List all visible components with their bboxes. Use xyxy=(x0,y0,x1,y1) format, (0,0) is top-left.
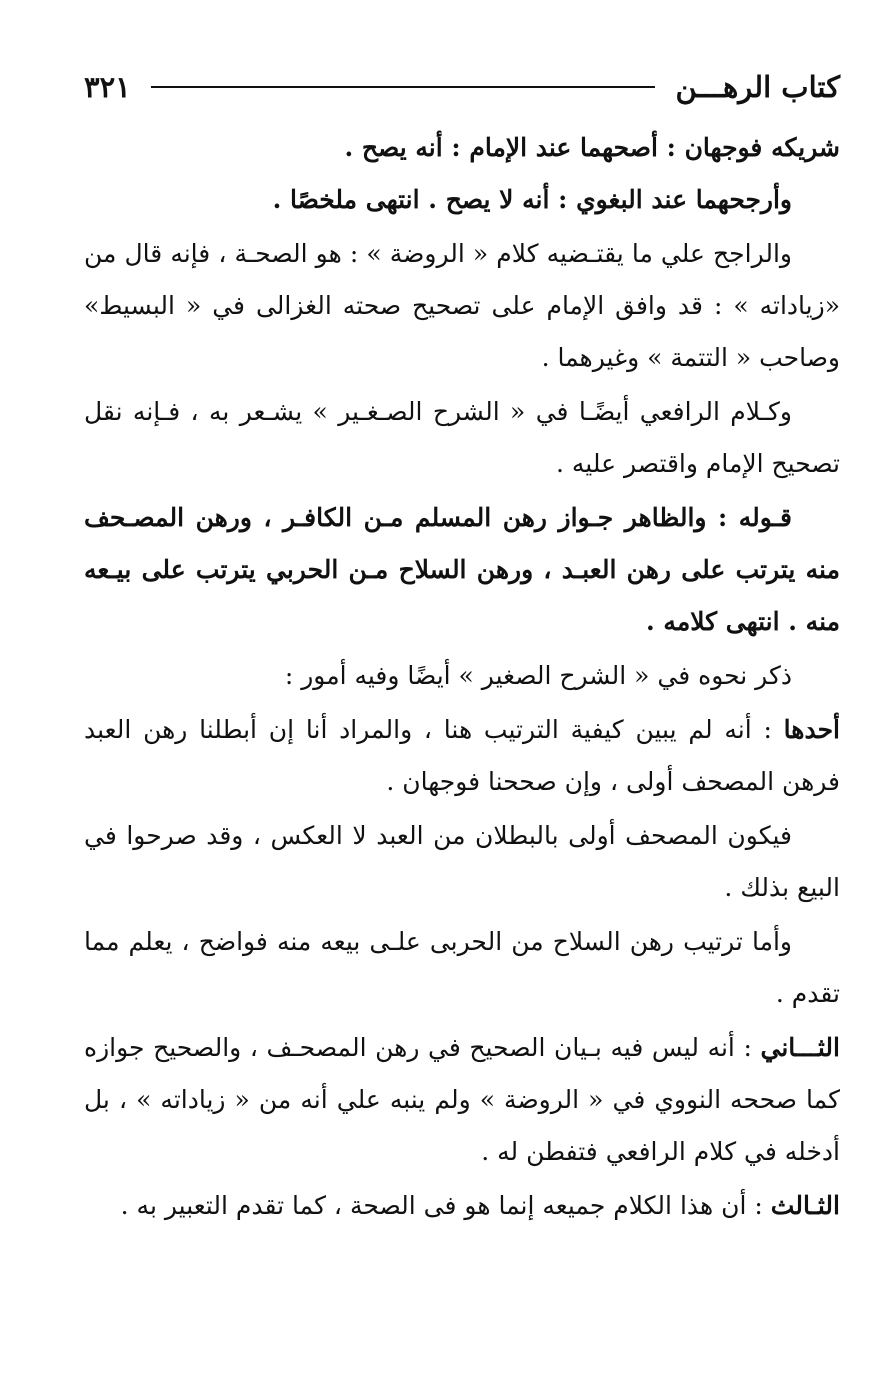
paragraph-8 xyxy=(84,810,840,914)
paragraph-text: : أن هذا الكلام جميعه إنما هو فى الصحة ، كما تقدم التعبير به . xyxy=(120,1191,771,1220)
paragraph-4 xyxy=(84,386,840,490)
paragraph-text: وأما ترتيب رهن السلاح من الحربى علـى بيعه منه فواضح ، يعلم مما تقدم . xyxy=(84,927,840,1008)
paragraph-text: ذكر نحوه في « الشرح الصغير » أيضًا وفيه أمور : xyxy=(284,661,792,690)
paragraph-6 xyxy=(84,650,840,702)
paragraph-7 xyxy=(84,704,840,808)
paragraph-text: شريكه فوجهان : أصحهما عند الإمام : أنه يصح . xyxy=(344,133,840,162)
paragraph-3 xyxy=(84,228,840,384)
section-lead: الثـالث xyxy=(770,1191,840,1220)
section-lead: الثـــاني xyxy=(760,1033,840,1062)
paragraph-1 xyxy=(84,122,840,174)
paragraph-5 xyxy=(84,492,840,648)
running-header xyxy=(84,62,840,112)
paragraph-text: قـوله : والظاهر جـواز رهن المسلم مـن الكافـر ، ورهن المصـحف منه يترتب على رهن العبـد ، ورهن السلاح مـن الحربي يترتب على بيـعه منه . انتهى كلامه . xyxy=(84,503,840,636)
section-lead: أحدها xyxy=(783,715,840,744)
paragraph-text: والراجح علي ما يقتـضيه كلام « الروضة » : هو الصحـة ، فإنه قال من «زياداته » : قد وافق الإمام على تصحيح صحته الغزالى في « البسيط» وصاحب « التتمة » وغيرهما . xyxy=(84,239,840,372)
page-number: ٣٢١ xyxy=(84,70,131,104)
paragraph-10 xyxy=(84,1022,840,1178)
page-body xyxy=(84,122,840,1232)
paragraph-11 xyxy=(84,1180,840,1232)
paragraph-9 xyxy=(84,916,840,1020)
paragraph-text: وكـلام الرافعي أيضًـا في « الشرح الصـغـير » يشـعر به ، فـإنه نقل تصحيح الإمام واقتصر عليه . xyxy=(84,397,840,478)
paragraph-text: فيكون المصحف أولى بالبطلان من العبد لا العكس ، وقد صرحوا في البيع بذلك . xyxy=(84,821,840,902)
paragraph-text: : أنه ليس فيه بـيان الصحيح في رهن المصحـف ، والصحيح جوازه كما صححه النووي في « الروضة » ولم ينبه علي أنه من « زياداته » ، بل أدخله في كلام الرافعي فتفطن له . xyxy=(84,1033,840,1166)
header-rule xyxy=(151,86,656,88)
paragraph-2 xyxy=(84,174,840,226)
paragraph-text: وأرجحهما عند البغوي : أنه لا يصح . انتهى ملخصًا . xyxy=(272,185,792,214)
paragraph-text: : أنه لم يبين كيفية الترتيب هنا ، والمراد أنا إن أبطلنا رهن العبد فرهن المصحف أولى ، وإن صححنا فوجهان . xyxy=(84,715,840,796)
chapter-title: كتاب الرهـــن xyxy=(675,70,840,104)
